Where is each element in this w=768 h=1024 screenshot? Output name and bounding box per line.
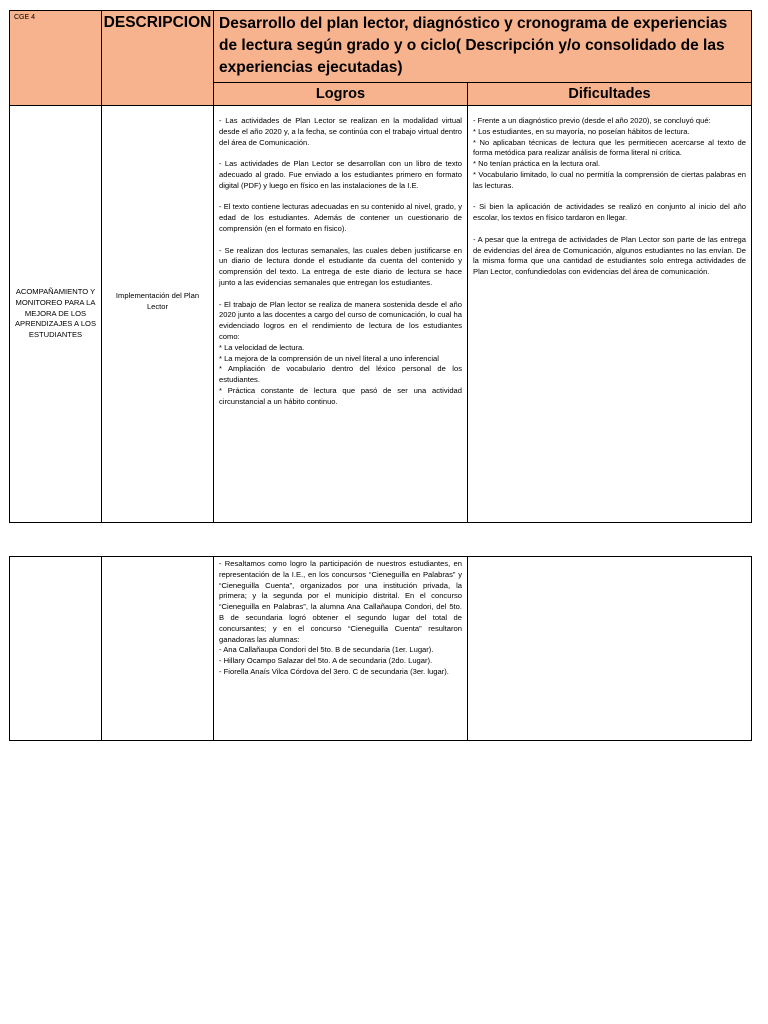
logros-line: - Las actividades de Plan Lector se realizan en la modalidad virtual desde el año 2020 y, a la fecha, se continúa con el trabajo virtual dentro del área de Comunicación.	[219, 116, 462, 147]
logros-line: - Fiorella Anaís Vilca Córdova del 3ero. C de secundaria (3er. lugar).	[219, 666, 449, 676]
logros-line: * La mejora de la comprensión de un nivel literal a uno inferencial	[219, 353, 439, 363]
dificultades-cell	[468, 106, 752, 523]
logros-line: - Hillary Ocampo Salazar del 5to. A de secundaria (2do. Lugar).	[219, 656, 433, 666]
dificultades-line: - Frente a un diagnóstico previo (desde el año 2020), se concluyó qué:	[473, 116, 711, 125]
logros-line: - Resaltamos como logro la participación de nuestros estudiantes, en representación de la I.E., en los concursos “Cieneguilla en Palabras” y “Cieneguilla Cuenta”, organizados por una institución privada, la primera; y la segunda por el municipio distrital. En el concurso “Cieneguilla en Palabras”, la alumna Ana Callañaupa Condori, del 5to. B de secundaria logró obtener el segundo lugar del total de concursantes; y en el concurso “Cieneguilla Cuenta” resultaron ganadoras las alumnas:	[219, 559, 462, 644]
logros-paragraph	[219, 246, 462, 289]
dificultades-line: - A pesar que la entrega de actividades de Plan Lector son parte de las entrega de evidencias del área de Comunicación, algunos estudiantes no las envían. De la misma forma que una cantidad de estudiantes solo entrega actividades de Plan Lector, confundiedolas con evidencias del área de comunicación.	[473, 234, 747, 277]
dificultades-line: * Los estudiantes, en su mayoría, no poseían hábitos de lectura.	[473, 126, 690, 136]
logros-line: * Ampliación de vocabulario dentro del léxico personal de los estudiantes.	[219, 364, 462, 385]
logros-line: - El trabajo de Plan lector se realiza de manera sostenida desde el año 2020 junto a las docentes a cargo del curso de comunicación, lo cual ha evidenciado logros en el rendimiento de lectura de los estudiantes como:	[219, 299, 462, 341]
logros-paragraph	[219, 202, 462, 234]
logros-cell-continued	[214, 557, 468, 741]
logros-line: - El texto contiene lecturas adecuadas en su contenido al nivel, grado, y edad de los estudiantes. Además de contener un cuestionario de comprensión (en el formato en físico).	[219, 202, 462, 233]
cge-label: CGE 4	[10, 11, 102, 106]
area-cell: ACOMPAÑAMIENTO Y MONITOREO PARA LA MEJORA DE LOS APRENDIZAJES A LOS ESTUDIANTES	[10, 106, 102, 523]
dificultades-line: - Si bien la aplicación de actividades se realizó en conjunto al inicio del año escolar, los textos en físico tardaron en llegar.	[473, 202, 747, 223]
dificultades-line: * Vocabulario limitado, lo cual no permitía la comprensión de ciertas palabras en las lecturas.	[473, 169, 747, 190]
dificultades-paragraph	[473, 202, 746, 224]
dificultades-cell-empty	[468, 557, 752, 741]
logros-header: Logros	[214, 83, 468, 106]
logros-line: * La velocidad de lectura.	[219, 342, 305, 352]
table-title: Desarrollo del plan lector, diagnóstico y cronograma de experiencias de lectura según grado y o ciclo( Descripción y/o consolidado de las experiencias ejecutadas)	[214, 11, 752, 83]
logros-paragraph	[219, 159, 462, 191]
logros-line: * Práctica constante de lectura que pasó de ser una actividad circunstancial a un hábito continuo.	[219, 385, 462, 406]
logros-line: - Se realizan dos lecturas semanales, las cuales deben justificarse en un diario de lectura donde el estudiante da cuenta del contenido y comprensión del texto. La entrega de este diario de lectura se hace junto a las evidencias semanales que entregan los estudiantes.	[219, 245, 462, 287]
plan-lector-table-continued	[9, 556, 752, 741]
logros-line: - Las actividades de Plan Lector se desarrollan con un libro de texto adecuado al grado. Fue enviado a los estudiantes primero en formato digital (PDF) y luego en físico en las instalaciones de la I.E.	[219, 159, 462, 190]
logros-paragraph	[219, 300, 462, 408]
descripcion-header: DESCRIPCION	[102, 11, 214, 106]
dificultades-line: * No tenían práctica en la lectura oral.	[473, 159, 601, 169]
plan-lector-table	[9, 10, 752, 523]
dificultades-line: * No aplicaban técnicas de lectura que les permitiecen acercarse al texto de forma metódica para realizar análisis de forma literal ni crítica.	[473, 137, 747, 158]
logros-cell	[214, 106, 468, 523]
dificultades-paragraph	[473, 235, 746, 278]
activity-cell: Implementación del Plan Lector	[102, 106, 214, 523]
logros-line: - Ana Callañaupa Condori del 5to. B de secundaria (1er. Lugar).	[219, 645, 434, 655]
logros-paragraph	[219, 116, 462, 148]
area-cell-empty	[10, 557, 102, 741]
dificultades-header: Dificultades	[468, 83, 752, 106]
dificultades-paragraph	[473, 116, 746, 192]
activity-cell-empty	[102, 557, 214, 741]
